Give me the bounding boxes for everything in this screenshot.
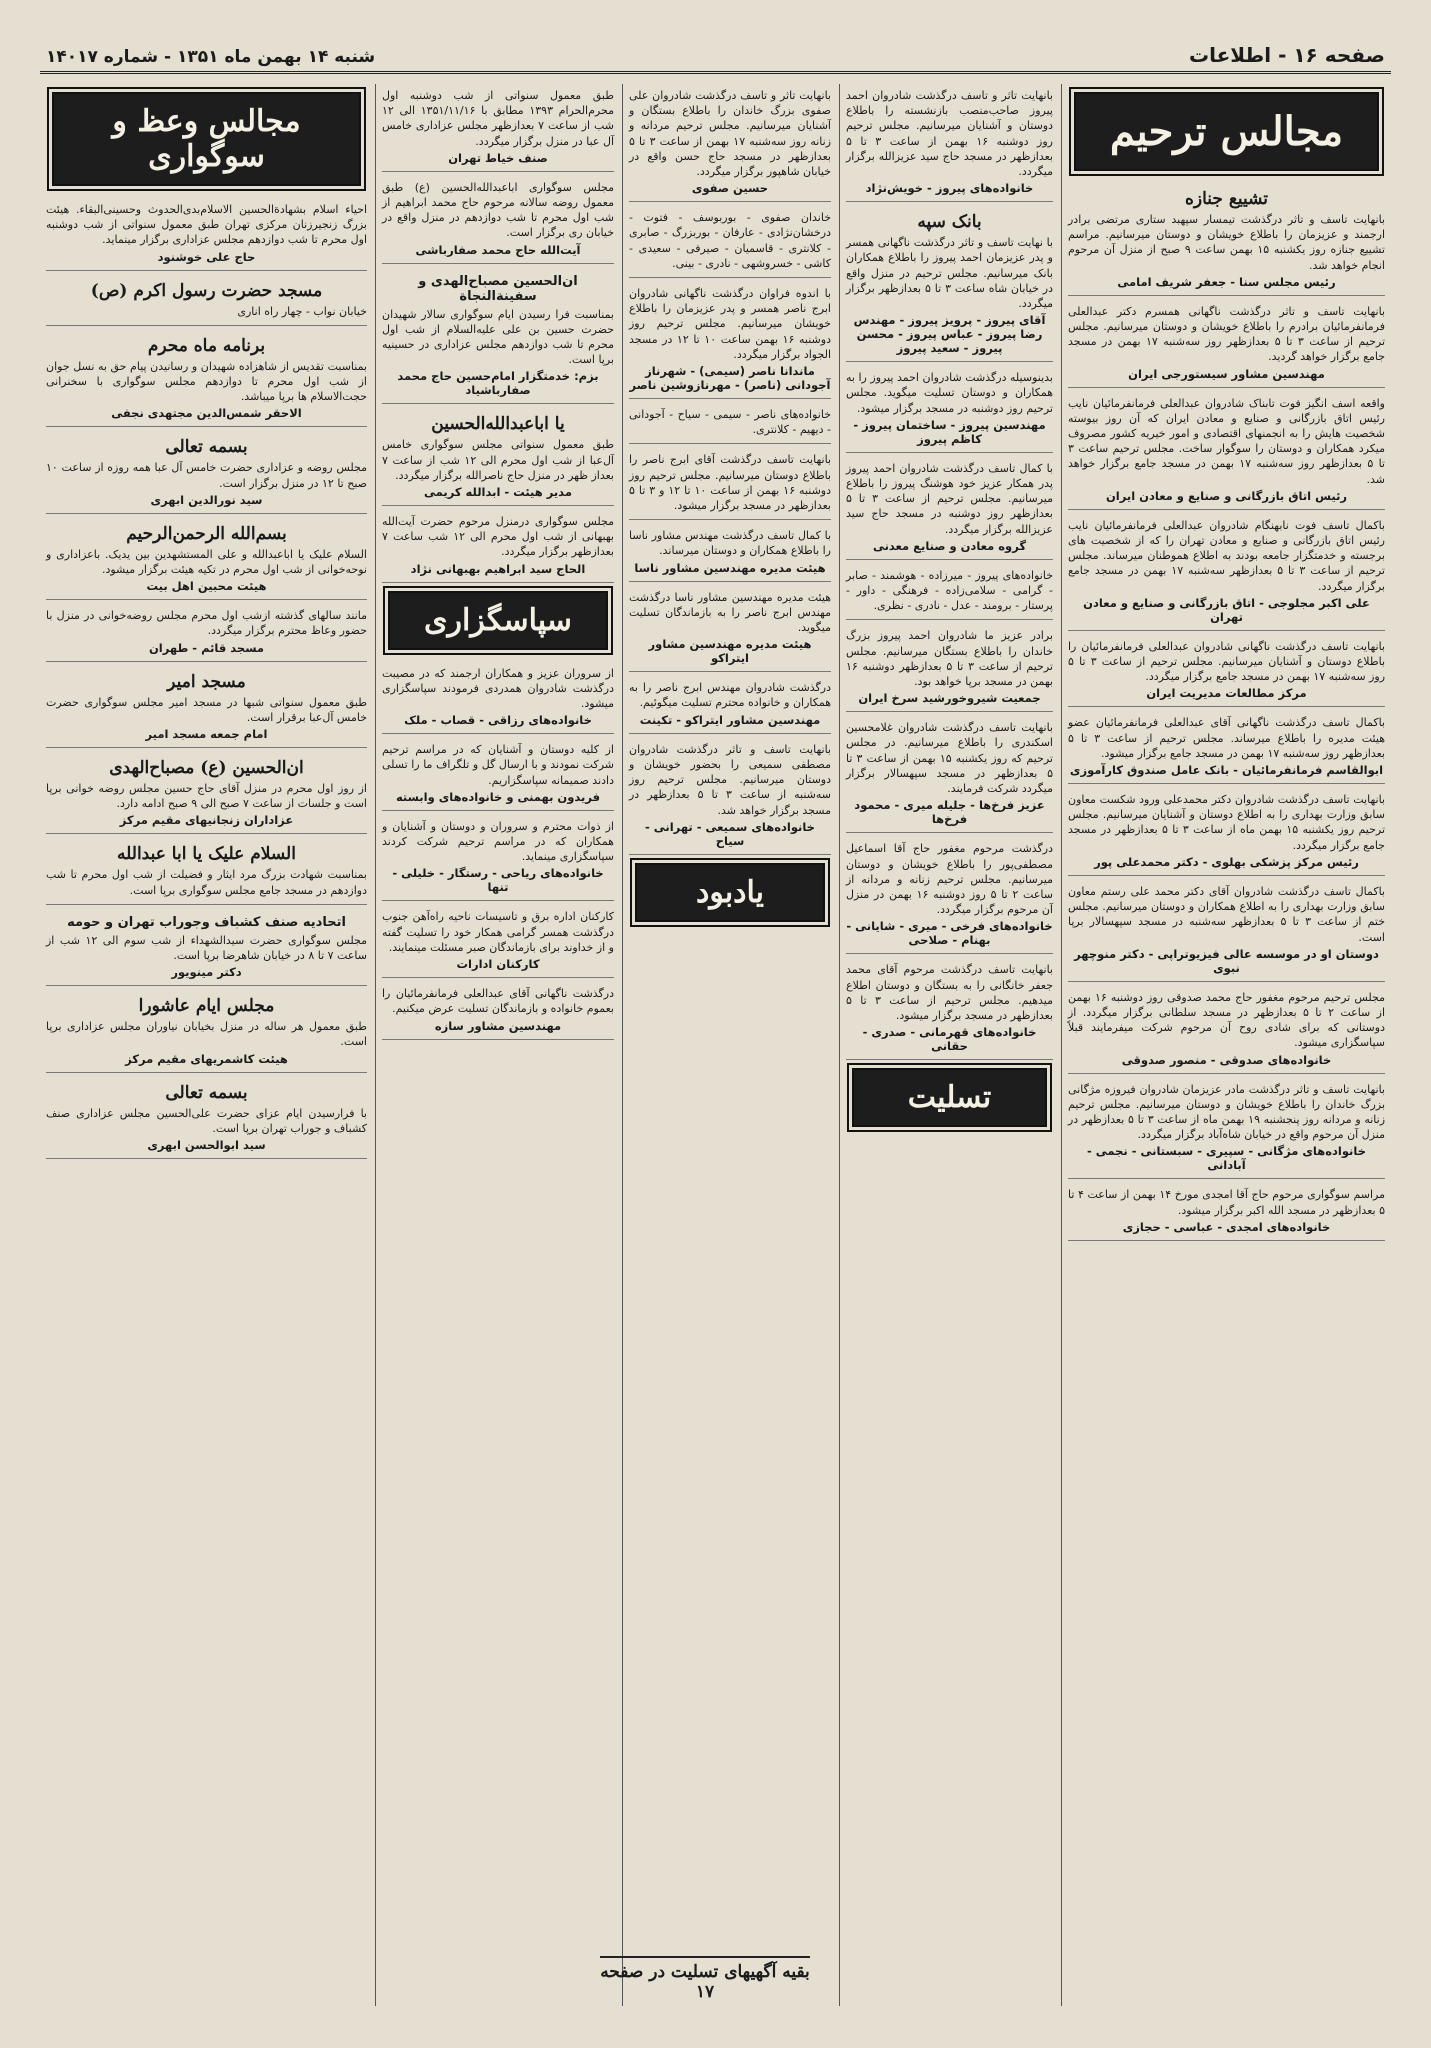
notice-text: بانهایت تاسف و تاثر درگذشت تیمسار سپهبد ستاری مرتضی برادر ارجمند و عزیزمان را باطلاع خویشان و دوستان میرسانیم. مراسم تشییع جنازه روز یکشنبه ۱۵ بهمن ساعت ۹ صبح از منزل آن مرحوم انجام خواهد شد. <box>1068 213 1385 272</box>
notice-block <box>382 176 614 264</box>
notice-text: طبق معمول سنواتی از شب دوشنبه اول محرم‌الحرام ۱۳۹۳ مطابق با ۱۳۵۱/۱۱/۱۶ الی ۱۲ شب از ساعت ۷ بعدازظهر مجلس عزاداری خامس آل عبا در منزل برگزار میگردد. <box>382 89 614 148</box>
notice-text: خانواده‌های ناصر - سیمی - سیاح - آجودانی - دیهیم - کلانتری. <box>629 408 831 437</box>
col3-notices <box>629 84 831 855</box>
notice-signature: بزم: خدمتگزار امام‌حسین حاج محمد صفارباشیاد <box>397 369 599 398</box>
notice-block <box>46 838 367 904</box>
notice-block <box>46 431 367 513</box>
notice-block <box>382 84 614 172</box>
notice-title: بانک سپه <box>917 212 982 233</box>
section-banner-yadbud: یادبود <box>635 863 825 922</box>
notice-title: مسجد امیر <box>167 671 246 692</box>
notice-block <box>629 448 831 520</box>
notice-signature: خانواده‌های ریاحی - رستگار - خلیلی - تنها <box>392 866 604 895</box>
notice-title: بسمه تعالی <box>165 437 248 458</box>
notice-signature: خانواده‌های رزاقی - قصاب - ملک <box>404 713 592 728</box>
notice-block <box>846 457 1053 560</box>
notice-signature: خانواده‌های قهرمانی - صدری - حقانی <box>862 1025 1037 1054</box>
notice-title: مسجد حضرت رسول اکرم (ص) <box>90 280 323 301</box>
notice-block <box>46 1077 367 1159</box>
notice-block <box>1068 635 1385 708</box>
notice-title: مجلس ایام عاشورا <box>138 996 275 1017</box>
notice-block <box>382 268 614 405</box>
notice-signature: مهندسین مشاور ایتراکو - تکینت <box>639 712 821 727</box>
column-1 <box>1061 84 1391 2006</box>
notice-text: مجلس روضه و عزاداری حضرت خامس آل عبا همه روزه از ساعت ۱۰ صبح تا ۱۲ در منزل برگزار است. <box>46 461 367 490</box>
notice-text: بانهایت تاسف درگذشت شادروان دکتر محمدعلی ورود شکست معاون سابق وزارت بهداری را به اطلاع دوستان و آشنایان میرسانیم. مجلس ترحیم روز یکشنبه ۱۵ بهمن ماه از ساعت ۳ تا ۵ بعدازظهر در مسجد جامع برگزار میگردد. <box>1068 793 1386 852</box>
notice-text: بانهایت تاسف درگذشت آقای ابرج ناصر را باطلاع دوستان میرسانیم. مجلس ترحیم روز دوشنبه ۱۶ بهمن از ساعت ۱۰ تا ۱۲ و ۳ تا ۵ بعدازظهر در مسجد برگزار میشود. <box>629 453 832 513</box>
notice-text: باکمال تاسف درگذشت شادروان آقای دکتر محمد علی رستم معاون سابق وزارت بهداری را به اطلاع همکاران و دوستان میرسانیم. مجلس ختم از ساعت ۳ تا ۵ بعدازظهر سه‌شنبه در مسجد سپهسالار برپا است. <box>1068 884 1386 944</box>
notice-block <box>46 518 367 600</box>
notice-block <box>1068 788 1385 876</box>
notice-text: کارکنان اداره برق و تاسیسات ناحیه راه‌آهن جنوب درگذشت همسر گرامی همکار خود را تسلیت گفته و از خداوند برای بازماندگان صبر مسئلت مینمایند. <box>382 910 614 954</box>
notice-text: طبق معمول سنواتی شبها در مسجد امیر مجلس سوگواری حضرت خامس آل‌عبا برقرار است. <box>46 695 367 724</box>
notice-block <box>382 738 614 811</box>
notice-block <box>629 282 831 399</box>
notice-block <box>629 676 831 733</box>
notice-signature: ابوالقاسم فرمانفرمائیان - بانک عامل صندوق کارآموزی <box>1069 763 1384 778</box>
col4-notices-top <box>382 84 614 583</box>
notice-signature: سید نورالدین ابهری <box>150 492 263 507</box>
notice-block <box>46 666 367 748</box>
notice-text: السلام علیک یا اباعبدالله و علی المستشهدین بین یدیک. باعزاداری و نوحه‌خوانی از شب اول محرم در تکیه هیئت برگزار میشود. <box>46 547 367 577</box>
notice-text: مجلس ترحیم مرحوم مغفور حاج محمد صدوقی روز دوشنبه ۱۶ بهمن از ساعت ۲ تا ۵ بعدازظهر در مسجد سلطانی برگزار میگردد. از دوستانی که برای شادی روح آن مرحوم شرکت میفرمایند قبلاً سپاسگزاری میشود. <box>1068 990 1386 1050</box>
notice-signature: امام جمعه مسجد امیر <box>145 727 268 742</box>
notice-title: اتحادیه صنف کشباف وجوراب تهران و حومه <box>67 914 346 930</box>
notice-text: برادر عزیز ما شادروان احمد پیروز بزرگ خاندان را باطلاع بستگان میرسانیم. مجلس ترحیم از ساعت ۳ تا ۵ بعدازظهر دوشنبه ۱۶ بهمن در مسجد برپا خواهد بود. <box>846 629 1053 689</box>
notice-title: السلام علیک یا ابا عبدالله <box>117 844 296 865</box>
notice-text: بدینوسیله درگذشت شادروان احمد پیروز را به همکاران و دوستان تسلیت میگوید. مجلس ترحیم روز دوشنبه در مسجد برگزار میشود. <box>846 371 1053 415</box>
column-3 <box>622 84 837 2006</box>
notice-text: از ذوات محترم و سروران و دوستان و آشنایان و همکاران که در مراسم ترحیم شرکت کردند سپاسگزاری مینماید. <box>382 819 614 864</box>
notice-signature: کارکنان ادارات <box>456 957 540 972</box>
notice-signature: مرکز مطالعات مدیریت ایران <box>1146 686 1307 701</box>
notice-block <box>629 586 831 673</box>
notice-title: تشییع جنازه <box>1184 189 1269 209</box>
notice-text: بانهایت تاسف درگذشت ناگهانی شادروان عبدالعلی فرمانفرمائیان را باطلاع دوستان و آشنایان میرسانیم. مجلس ترحیم از ساعت ۳ تا ۵ روز سه‌شنبه ۱۷ بهمن در مسجد جامع برگزار میگردد. <box>1068 639 1386 684</box>
notice-block <box>1068 392 1385 510</box>
col1-notices <box>1068 183 1385 1241</box>
notice-block <box>46 198 367 271</box>
notice-block <box>1068 300 1385 388</box>
notice-text: از سروران عزیز و همکاران ارجمند که در مصیبت درگذشت شادروان همدردی فرمودند سپاسگزاری میشود. <box>382 666 614 711</box>
notice-text: باکمال تاسف فوت نابهنگام شادروان عبدالعلی فرمانفرمائیان نایب رئیس اتاق بازرگانی و صنایع و معادن تهران را که از شخصیت های برجسته و خدمتگزار جامعه بودند به اطلاع هموطنان میرساند. مجلس ترحیم از ساعت ۳ تا ۵ بعدازظهر سه‌شنبه ۱۷ بهمن در مسجد جامع برگزار میگردد. <box>1068 518 1385 593</box>
notice-block <box>46 330 367 428</box>
notice-signature: هیئت کاشمریهای مقیم مرکز <box>125 1051 288 1066</box>
notice-text: بمناسبت فرا رسیدن ایام سوگواری سالار شهیدان حضرت حسین بن علی علیه‌السلام از شب اول محرم تا شب دوازدهم مجلس عزاداری در حسینیه برپا است. <box>382 307 614 367</box>
notice-block <box>382 815 614 902</box>
notice-block <box>1068 711 1385 784</box>
notice-signature: عزیز فرخ‌ها - جلیله میری - محمود فرخ‌ها <box>854 798 1045 827</box>
notice-text: طبق معمول سنواتی مجلس سوگواری خامس آل‌عبا از شب اول محرم الی ۱۲ شب از ساعت ۷ بعداز ظهر در منزل حاج ناصرالله برگزار میگردد. <box>382 438 614 482</box>
notice-text: خیابان نواب - چهار راه اناری <box>237 304 367 318</box>
notice-title: ان‌الحسین مصباح‌الهدی و سفینةالنجاة <box>418 273 578 304</box>
notice-signature: جمعیت شیروخورشید سرخ ایران <box>858 691 1041 706</box>
notice-title: برنامه ماه محرم <box>147 335 266 356</box>
notice-block <box>46 604 367 661</box>
notice-block <box>846 837 1053 954</box>
notice-block <box>382 662 614 735</box>
notice-text: با کمال تاسف درگذشت شادروان احمد پیروز پدر همکار عزیز خود هوشنگ پیروز را باطلاع میرسانیم. مجلس ترحیم از ساعت ۳ تا ۵ بعدازظهر روز دوشنبه در مسجد حاج سید عزیزالله برگزار میگردد. <box>846 461 1054 536</box>
notice-text: بانهایت تاسف درگذشت شادروان غلامحسین اسکندری را باطلاع میرسانیم. در مجلس ترحیم که روز یکشنبه ۱۵ بهمن از ساعت ۳ تا ۵ بعدازظهر در مسجد سپهسالار برگزار میگردد شرکت فرمایند. <box>846 721 1053 796</box>
notice-text: بانهایت تاثر و تاسف درگذشت شادروان علی صفوی بزرگ خاندان را باطلاع بستگان و آشنایان میرسانیم. مجلس ترحیم مردانه و زنانه روز سه‌شنبه ۱۷ بهمن از ساعت ۳ تا ۵ بعدازظهر در مسجد حاج حسن واقع در خیابان شاهپور برگزار میگردد. <box>629 89 832 179</box>
notice-text: درگذشت مرحوم مغفور حاج آقا اسماعیل مصطفی‌پور را باطلاع خویشان و دوستان میرسانیم. مجلس ترحیم زنانه و مردانه از ساعت ۲ تا ۵ روز دوشنبه ۱۶ بهمن در منزل آن مرحوم برگزار میگردد. <box>846 842 1053 917</box>
notice-text: با نهایت تاسف و تاثر درگذشت ناگهانی همسر و پدر عزیزمان احمد پیروز را باطلاع همکاران بانک میرسانیم. مجلس ترحیم در منزل واقع در خیابان شاه ساعت ۳ تا ۵ بعدازظهر برگزار میگردد. <box>846 236 1053 311</box>
notice-block <box>629 738 831 855</box>
notice-block <box>846 624 1053 712</box>
notice-signature: رئیس مجلس سنا - جعفر شریف امامی <box>1117 274 1336 289</box>
notice-block <box>1068 183 1385 296</box>
notice-block <box>846 84 1053 202</box>
column-2 <box>839 84 1059 2006</box>
page-header <box>40 40 1391 74</box>
notice-signature: حاج علی خوشنود <box>157 249 256 264</box>
issue-date: شنبه ۱۴ بهمن ماه ۱۳۵۱ - شماره ۱۴۰۱۷ <box>46 47 376 67</box>
notice-text: بانهایت تاسف و تاثر درگذشت شادروان مصطفی سمیعی را بحضور خویشان و دوستان میرسانیم. مجلس ترحیم روز سه‌شنبه از ساعت ۳ تا ۵ بعدازظهر در مسجد برگزار خواهد شد. <box>629 742 832 817</box>
notice-signature: خانواده‌های پیروز - خویش‌نژاد <box>865 181 1034 196</box>
page-number: صفحه ۱۶ - اطلاعات <box>1188 43 1385 67</box>
notice-text: بانهایت تاسف و تاثر درگذشت مادر عزیزمان شادروان فیروزه مژگانی بزرگ خاندان را باطلاع خویشان و دوستان میرسانیم. مجلس ترحیم زنانه و مردانه روز پنجشنبه ۱۹ بهمن ماه از ساعت ۳ تا ۵ بعدازظهر در منزل آن مرحوم واقع در خیابان شاه‌آباد برگزار میگردد. <box>1068 1082 1386 1142</box>
notice-text: مانند سالهای گذشته ازشب اول محرم مجلس روضه‌خوانی در منزل با حضور وعاظ محترم برگزار میگردد. <box>46 609 367 638</box>
notice-signature: هیئت مدیره مهندسین مشاور ناسا <box>634 560 826 575</box>
notice-block <box>382 408 614 506</box>
column-5 <box>40 84 373 2006</box>
notice-text: طبق معمول هر ساله در منزل بخیابان نیاوران مجلس عزاداری برپا است. <box>46 1020 367 1049</box>
notice-block <box>382 982 614 1039</box>
continued-note: بقیه آگهیهای تسلیت در صفحه ۱۷ <box>600 1956 810 2002</box>
notice-signature: مهندسین مشاور سیستورجی ایران <box>1128 366 1325 381</box>
notice-text: مجلس سوگواری درمنزل مرحوم حضرت آیت‌الله بهبهانی از شب اول محرم الی ۱۲ شب ساعت ۷ بعدازظهر برگزار میگردد. <box>382 515 614 559</box>
notice-block <box>629 206 831 278</box>
notice-signature: مدیر هیئت - ابدالله کریمی <box>424 485 572 500</box>
notice-signature: گروه معادن و صنایع معدنی <box>872 538 1027 553</box>
notice-block <box>46 752 367 834</box>
notice-signature: رئیس اتاق بازرگانی و صنایع و معادن ایران <box>1105 488 1348 503</box>
notice-signature: فریدون بهمنی و خانواده‌های وابسته <box>395 789 601 804</box>
notice-block <box>629 524 831 581</box>
notice-text: مجلس سوگواری اباعبدالله‌الحسین (ع) طبق معمول روضه سالانه مرحوم حاج محمد ابراهیم از شب اول محرم تا شب دوازدهم در منزل واقع در خیابان ری برگزار است. <box>382 180 614 240</box>
notice-block <box>629 84 831 202</box>
notice-block <box>1068 986 1385 1074</box>
notice-text: بانهایت تاسف و تاثر درگذشت ناگهانی همسرم دکتر عبدالعلی فرمانفرمائیان برادرم را باطلاع خویشان و دوستان میرسانیم. مجلس ترحیم از ساعت ۳ تا ۵ بعدازظهر روز سه‌شنبه ۱۷ بهمن در مسجد جامع برگزار خواهد گردید. <box>1068 304 1386 364</box>
notice-signature: خانواده‌های مژگانی - سپیری - سبستانی - نجمی - آبادانی <box>1087 1144 1366 1173</box>
notice-signature: صنف خیاط تهران <box>448 150 548 165</box>
col2-notices <box>846 84 1053 1060</box>
notice-block <box>846 366 1053 453</box>
notice-title: یا اباعبدالله‌الحسین <box>431 414 565 435</box>
notice-title: ان‌الحسین (ع) مصباح‌الهدی <box>109 758 304 779</box>
section-banner-tarhim: مجالس ترحیم <box>1074 92 1379 171</box>
notice-text: بانهایت تاثر و تاسف درگذشت شادروان احمد پیروز صاحب‌منصب بازنشسته را باطلاع دوستان و آشنایان میرسانیم. مجلس ترحیم روز دوشنبه ۱۶ بهمن از ساعت ۳ تا ۵ بعدازظهر در مسجد حاج سید عزیزالله برگزار میگردد. <box>846 89 1053 179</box>
notice-signature: خانواده‌های امجدی - عباسی - حجازی <box>1122 1219 1331 1234</box>
notice-signature: خانواده‌های سمیعی - تهرانی - سیاح <box>645 819 815 848</box>
notice-signature: هیئت مدیره مهندسین مشاور ایتراکو <box>648 637 812 666</box>
notice-text: درگذشت ناگهانی آقای عبدالعلی فرمانفرمائیان را بعموم خانواده و بازماندگان تسلیت عرض میکنیم. <box>382 987 614 1016</box>
section-banner-taslit: تسلیت <box>852 1068 1047 1127</box>
notice-signature: خانواده‌های صدوقی - منصور صدوقی <box>1121 1052 1332 1067</box>
notice-block <box>46 909 367 986</box>
notice-text: با اندوه فراوان درگذشت ناگهانی شادروان ابرج ناصر همسر و پدر عزیزمان را باطلاع خویشان میرسانیم. مجلس ترحیم روز دوشنبه ۱۶ بهمن ساعت ۱۰ تا ۱۲ در مسجد الجواد برگزار میگردد. <box>629 287 831 361</box>
notice-text: با کمال تاسف درگذشت مهندس مشاور ناسا را باطلاع همکاران و دوستان میرساند. <box>629 529 831 558</box>
notice-signature: رئیس مرکز پزشکی بهلوی - دکتر محمدعلی پور <box>1094 854 1359 869</box>
notice-signature: آقای پیروز - پرویز پیروز - مهندس رضا پیروز - عباس پیروز - محسن پیروز - سعید پیروز <box>853 313 1046 356</box>
notice-block <box>629 403 831 444</box>
notice-text: خانواده‌های پیروز - میرزاده - هوشمند - صابر - گرامی - سلامی‌زاده - فرهنگی - داور - پرستار - برومند - عدل - نادری - نظری. <box>846 568 1053 613</box>
notice-text: باکمال تاسف درگذشت ناگهانی آقای عبدالعلی فرمانفرمائیان عضو هیئت مدیره را باطلاع میرساند. مجلس ترحیم از ساعت ۳ تا ۵ بعدازظهر روز سه‌شنبه ۱۷ بهمن در مسجد جامع برگزار میشود. <box>1068 716 1385 760</box>
notice-block <box>382 510 614 583</box>
notice-block <box>846 958 1053 1060</box>
notice-text: با فرارسیدن ایام عزای حضرت علی‌الحسین مجلس عزاداری صنف کشباف و جوراب تهران برپا است. <box>46 1106 367 1135</box>
notice-text: واقعه اسف انگیز فوت تابناک شادروان عبدالعلی فرمانفرمائیان نایب رئیس اتاق بازرگانی و صنایع و معادن ایران که آن روز بیوسته شخصیت هایش را به انجمنهای اقتصادی و امور خیریه کشور مصروف میکرد همکاران و دوستان را سوگوار ساخت. مجلس ترحیم ساعت ۳ تا ۵ بعدازظهر روز سه‌شنبه ۱۷ بهمن در مسجد جامع برگزار خواهد شد. <box>1068 396 1385 486</box>
notice-signature: مهندسین مشاور سازه <box>434 1018 562 1033</box>
notice-signature: الحاج سید ابراهیم بهبهانی نژاد <box>410 561 586 576</box>
notice-signature: خانواده‌های فرخی - میری - شایانی - بهنام - صلاحی <box>846 919 1053 948</box>
notice-signature: آیت‌الله حاج محمد صفارباشی <box>415 242 581 257</box>
notice-signature: عزاداران زنجانیهای مقیم مرکز <box>119 813 294 828</box>
notice-block <box>1068 1078 1385 1180</box>
notice-text: هیئت مدیره مهندسین مشاور ناسا درگذشت مهندس ابرج ناصر را به بازماندگان تسلیت میگوید. <box>629 590 831 635</box>
notice-text: درگذشت شادروان مهندس ابرج ناصر را به همکاران و خانواده محترم تسلیت میگوئیم. <box>629 681 831 710</box>
notice-text: بانهایت تاسف درگذشت مرحوم آقای محمد جعفر خانگانی را به بستگان و دوستان اطلاع میدهیم. مجلس ترحیم از ساعت ۳ تا ۵ بعدازظهر در مسجد برگزار میشود. <box>846 963 1054 1022</box>
notice-signature: دکتر مینویور <box>171 965 242 980</box>
notice-block <box>846 206 1053 362</box>
notice-block <box>1068 514 1385 631</box>
notice-block <box>1068 880 1385 982</box>
notice-signature: علی اکبر مجلوجی - اتاق بازرگانی و صنایع و معادن تهران <box>1083 595 1370 624</box>
notice-text: از روز اول محرم در منزل آقای حاج حسین مجلس روضه خوانی برپا است و جلسات از ساعت ۷ صبح الی ۹ صبح ادامه دارد. <box>46 782 367 811</box>
notice-signature: هیئت محبین اهل بیت <box>146 579 267 594</box>
col5-notices <box>46 198 367 1159</box>
notice-signature: مسجد قائم - طهران <box>148 640 265 655</box>
notice-title: بسمه تعالی <box>165 1082 248 1103</box>
section-banner-sepas: سپاسگزاری <box>388 591 608 650</box>
notice-text: مراسم سوگواری مرحوم حاج آقا امجدی مورخ ۱۴ بهمن از ساعت ۴ تا ۵ بعدازظهر در مسجد الله اکبر برگزار میشود. <box>1068 1188 1385 1217</box>
notice-block <box>46 275 367 326</box>
notice-signature: دوستان او در موسسه عالی فیزیوتراپی - دکتر منوچهر نبوی <box>1074 946 1379 975</box>
notice-text: بمناسبت تقدیس از شاهزاده شهیدان و رسانیدن پیام حق به نسل جوان از شب اول محرم تا دوازدهم مجلس سوگواری با سخنرانی حجت‌الاسلام ‌ها برپا میباشد. <box>46 359 367 404</box>
notice-signature: سید ابوالحسن ابهری <box>147 1138 266 1153</box>
notice-text: از کلیه دوستان و آشنایان که در مراسم ترحیم شرکت نمودند و با ارسال گل و تلگراف ما را تسلی دادند صمیمانه سپاسگزاریم. <box>382 743 614 787</box>
notice-text: خاندان صفوی - بوربوسف - فتوت - درخشان‌نژادی - عارفان - بوربزرگ - صابری - کلانتری - قاسمیان - صیرفی - سعیدی - کاشی - خسروشهی - نادری - بینی. <box>629 211 831 270</box>
notice-signature: الاحقر شمس‌الدین مجتهدی نجفی <box>111 406 302 421</box>
notice-block <box>1068 1183 1385 1240</box>
notice-block <box>846 564 1053 621</box>
notice-block <box>46 990 367 1072</box>
notice-signature: حسین صفوی <box>691 181 769 196</box>
col4-notices-bottom <box>382 662 614 1040</box>
notice-block <box>846 716 1053 833</box>
notice-title: بسم‌الله الرحمن‌الرحیم <box>126 523 287 544</box>
notice-signature: ماندانا ناصر (سیمی) - شهرناز آجودانی (ناصر) - مهرنازوشین ناصر <box>629 364 831 393</box>
column-4 <box>375 84 620 2006</box>
notice-signature: مهندسین پیروز - ساختمان پیروز - کاظم پیروز <box>853 417 1046 446</box>
notice-text: احیاء اسلام بشهادة‌الحسین الاسلام‌بدی‌الحدوث وحسینی‌البقاء. هیئت بزرگ زنجیرزنان مرکزی تهران طبق معمول سنواتی از شب دوشنبه اول محرم تا شب دوازدهم مجلس عزاداری برگزار مینماید. <box>46 203 367 247</box>
notice-text: بمناسبت شهادت بزرگ مرد ایثار و فضیلت از شب اول محرم تا شب دوازدهم در مسجد جامع مجلس سوگواری برپا است. <box>46 868 367 897</box>
section-banner-vaz: مجالس وعظ و سوگواری <box>52 92 361 186</box>
notice-block <box>382 905 614 978</box>
notice-text: مجلس سوگواری حضرت سیدالشهداء از شب سوم الی ۱۲ شب از ساعت ۷ تا ۸ در خیابان شاهرضا برپا است. <box>46 933 367 963</box>
